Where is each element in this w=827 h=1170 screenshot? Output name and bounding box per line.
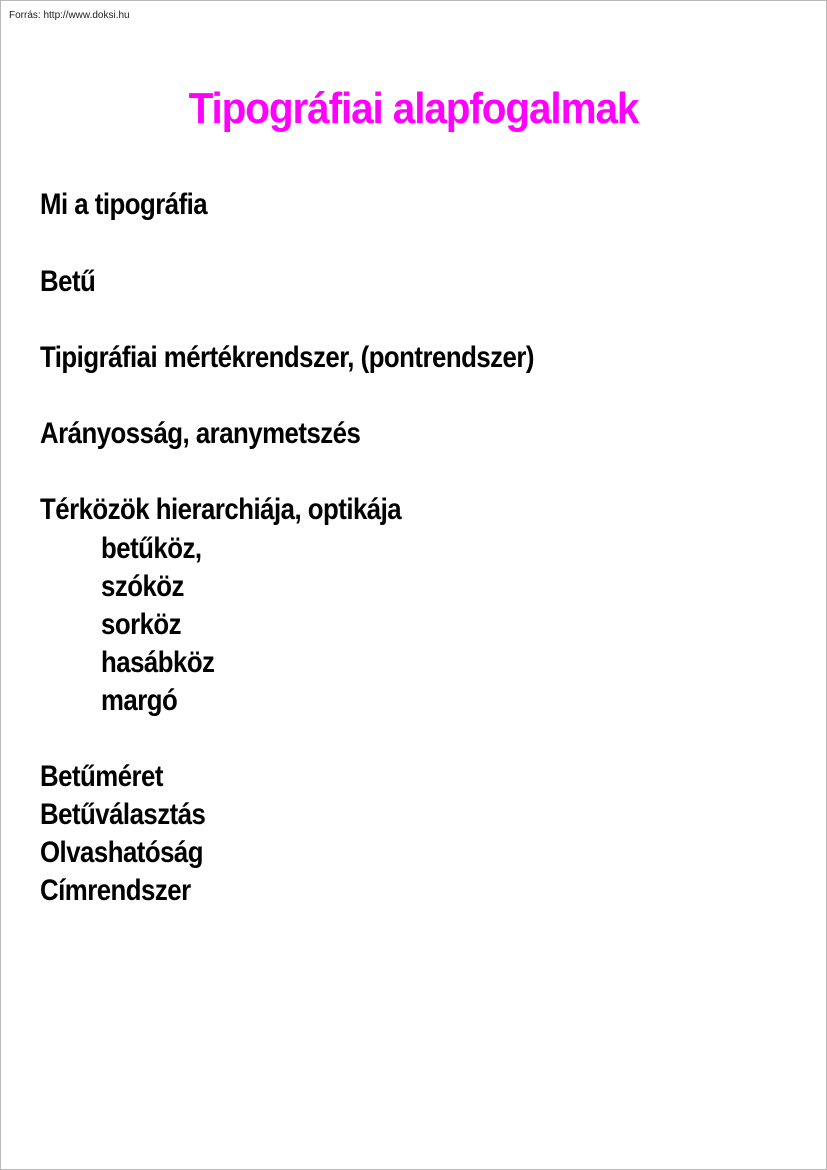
page-title: Tipográfiai alapfogalmak xyxy=(188,84,639,133)
topic-item: Betű xyxy=(40,265,96,298)
topic-item: Arányosság, aranymetszés xyxy=(40,417,361,450)
topic-item: Mi a tipográfia xyxy=(40,188,208,221)
closing-topic-item: Betűméret xyxy=(40,760,163,793)
source-label: Forrás: http://www.doksi.hu xyxy=(9,10,130,21)
closing-topic-item: Címrendszer xyxy=(40,874,191,907)
topic-item: Tipigráfiai mértékrendszer, (pontrendszer) xyxy=(40,341,534,374)
spacing-subitem: sorköz xyxy=(101,608,182,641)
spacing-subitem: betűköz, xyxy=(101,532,202,565)
topic-item: Térközök hierarchiája, optikája xyxy=(40,493,402,526)
spacing-subitem: szóköz xyxy=(101,570,184,603)
spacing-subitem: margó xyxy=(101,684,178,717)
closing-topic-item: Betűválasztás xyxy=(40,798,206,831)
spacing-subitem: hasábköz xyxy=(101,646,215,679)
closing-topic-item: Olvashatóság xyxy=(40,836,204,869)
